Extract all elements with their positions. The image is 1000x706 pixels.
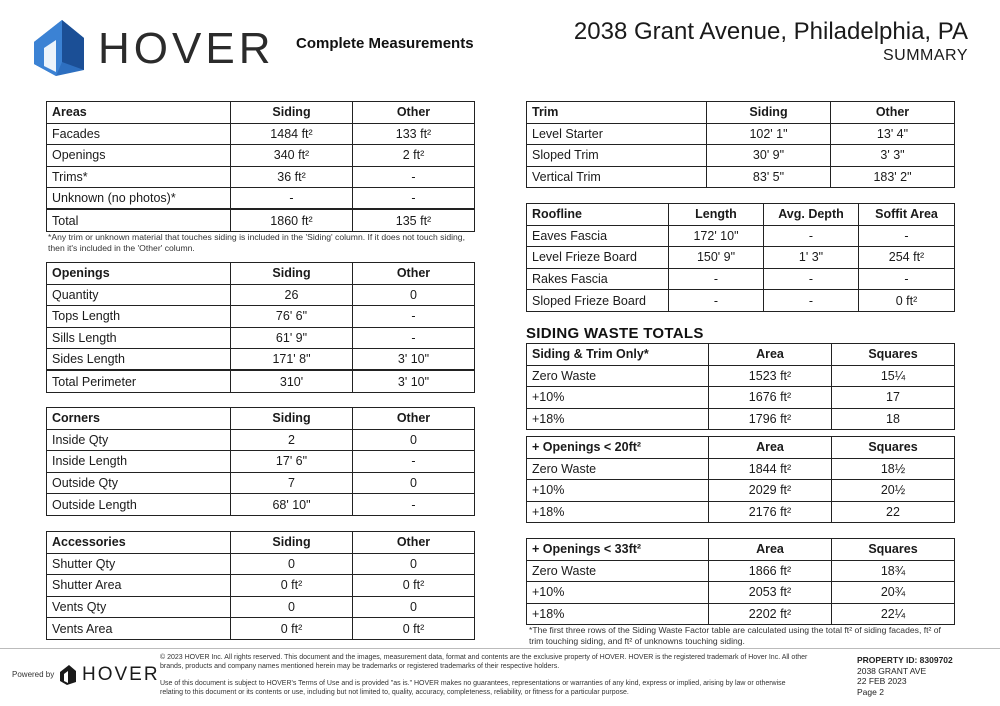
siding-waste-footnote: *The first three rows of the Siding Waste Factor table are calculated using the total ft² of siding facades, ft² of trim touching siding, and ft² of unknowns touching siding. — [529, 625, 941, 646]
table-total-row — [47, 209, 475, 231]
table-row — [47, 123, 475, 145]
column-header: Siding — [231, 102, 353, 124]
table-row — [47, 451, 475, 473]
cell-value: 3' 10" — [353, 349, 475, 371]
cell-value: 2 — [231, 429, 353, 451]
table-row — [47, 306, 475, 328]
table-row — [47, 494, 475, 516]
column-header: Length — [669, 204, 764, 226]
table-header-row — [527, 344, 955, 366]
cell-value: 1866 ft² — [709, 560, 832, 582]
column-header: Squares — [832, 344, 955, 366]
row-label: Unknown (no photos)* — [47, 188, 231, 210]
column-header: Soffit Area — [859, 204, 955, 226]
siding-trim-only-table — [526, 343, 955, 430]
cell-value: - — [353, 188, 475, 210]
table-row — [527, 387, 955, 409]
legal-terms: Use of this document is subject to HOVER's Terms of Use and is provided "as is." HOVER makes no guarantees, representations or warranties of any kind, express or implied, arising by law or otherwise relating to this document or its contents or use, including but not limited to, quality, accuracy, completeness, reliability, or fitness for a particular purpose. — [160, 680, 786, 696]
column-header: Siding — [231, 532, 353, 554]
table-row — [527, 166, 955, 188]
cell-value: - — [353, 306, 475, 328]
column-header: Roofline — [527, 204, 669, 226]
cell-value: 150' 9" — [669, 247, 764, 269]
cell-value: 0 — [353, 553, 475, 575]
table-row — [527, 582, 955, 604]
cell-value: 2176 ft² — [709, 501, 832, 523]
column-header: + Openings < 33ft² — [527, 539, 709, 561]
table-row — [527, 365, 955, 387]
header — [0, 0, 1000, 90]
row-label: +18% — [527, 501, 709, 523]
cell-value: 172' 10" — [669, 225, 764, 247]
page-subtitle: Complete Measurements — [296, 35, 474, 52]
row-label: Zero Waste — [527, 560, 709, 582]
table-header-row — [47, 263, 475, 285]
table-header-row — [527, 437, 955, 459]
property-date: 22 FEB 2023 — [857, 676, 907, 686]
cell-value: 2053 ft² — [709, 582, 832, 604]
row-label: Outside Length — [47, 494, 231, 516]
column-header: Accessories — [47, 532, 231, 554]
row-label: Total Perimeter — [47, 370, 231, 392]
trim-table — [526, 101, 955, 188]
table-header-row — [47, 532, 475, 554]
cell-value: 17' 6" — [231, 451, 353, 473]
footer-brand-name: HOVER — [82, 664, 160, 685]
row-label: Shutter Area — [47, 575, 231, 597]
row-label: Openings — [47, 145, 231, 167]
cell-value: 0 — [231, 596, 353, 618]
hover-house-logo-icon — [28, 14, 88, 76]
cell-value: 17 — [832, 387, 955, 409]
areas-table — [46, 101, 475, 232]
cell-value: - — [764, 225, 859, 247]
openings-under-33-table — [526, 538, 955, 625]
column-header: Siding — [231, 408, 353, 430]
row-label: Sloped Trim — [527, 145, 707, 167]
cell-value: 7 — [231, 472, 353, 494]
table-row — [527, 458, 955, 480]
table-row — [47, 472, 475, 494]
cell-value: 20½ — [832, 480, 955, 502]
column-header: Other — [353, 263, 475, 285]
cell-value: 1523 ft² — [709, 365, 832, 387]
cell-value: 1860 ft² — [231, 209, 353, 231]
cell-value: 2029 ft² — [709, 480, 832, 502]
table-row — [47, 145, 475, 167]
row-label: Sloped Frieze Board — [527, 290, 669, 312]
table-row — [47, 166, 475, 188]
row-label: +10% — [527, 387, 709, 409]
cell-value: 2 ft² — [353, 145, 475, 167]
cell-value: - — [669, 268, 764, 290]
cell-value: - — [764, 290, 859, 312]
cell-value: 20¾ — [832, 582, 955, 604]
row-label: Inside Qty — [47, 429, 231, 451]
footer-divider — [0, 648, 1000, 649]
column-header: Other — [353, 408, 475, 430]
row-label: Inside Length — [47, 451, 231, 473]
table-row — [47, 596, 475, 618]
cell-value: - — [669, 290, 764, 312]
cell-value: 22 — [832, 501, 955, 523]
legal-copyright: © 2023 HOVER Inc. All rights reserved. This document and the images, measurement data, format and contents are the exclusive property of HOVER. HOVER is the registered trademark of Hover Inc. All other brands, products and company names mentioned herein may be trademarks or registered trademarks of their respective holders. — [160, 654, 808, 670]
row-label: Level Starter — [527, 123, 707, 145]
cell-value: - — [859, 268, 955, 290]
table-row — [47, 188, 475, 210]
column-header: Siding — [231, 263, 353, 285]
column-header: + Openings < 20ft² — [527, 437, 709, 459]
siding-waste-title: SIDING WASTE TOTALS — [526, 325, 704, 342]
table-row — [527, 501, 955, 523]
page-number: Page 2 — [857, 686, 884, 697]
table-row — [527, 290, 955, 312]
cell-value: - — [353, 451, 475, 473]
table-row — [527, 247, 955, 269]
table-header-row — [527, 102, 955, 124]
table-row — [527, 268, 955, 290]
table-row — [47, 349, 475, 371]
table-row — [527, 123, 955, 145]
column-header: Corners — [47, 408, 231, 430]
cell-value: 0 ft² — [859, 290, 955, 312]
cell-value: 76' 6" — [231, 306, 353, 328]
cell-value: 26 — [231, 284, 353, 306]
column-header: Areas — [47, 102, 231, 124]
cell-value: 0 — [353, 284, 475, 306]
cell-value: 2202 ft² — [709, 603, 832, 625]
cell-value: 0 ft² — [231, 575, 353, 597]
property-address: 2038 Grant Avenue, Philadelphia, PA — [573, 18, 968, 45]
openings-under-20-table — [526, 436, 955, 523]
table-row — [47, 575, 475, 597]
cell-value: 1796 ft² — [709, 408, 832, 430]
cell-value: 102' 1" — [707, 123, 831, 145]
cell-value: - — [353, 327, 475, 349]
column-header: Siding — [707, 102, 831, 124]
column-header: Area — [709, 437, 832, 459]
cell-value: 310' — [231, 370, 353, 392]
cell-value: - — [353, 166, 475, 188]
cell-value: 0 ft² — [353, 618, 475, 640]
cell-value: 1844 ft² — [709, 458, 832, 480]
table-row — [47, 327, 475, 349]
row-label: Total — [47, 209, 231, 231]
table-row — [527, 225, 955, 247]
row-label: Tops Length — [47, 306, 231, 328]
row-label: Quantity — [47, 284, 231, 306]
table-row — [527, 480, 955, 502]
cell-value: - — [859, 225, 955, 247]
cell-value: 133 ft² — [353, 123, 475, 145]
hover-footer-logo-icon — [58, 663, 78, 685]
cell-value: 22¼ — [832, 603, 955, 625]
cell-value: 83' 5" — [707, 166, 831, 188]
property-info — [857, 655, 953, 697]
cell-value: 183' 2" — [831, 166, 955, 188]
row-label: Rakes Fascia — [527, 268, 669, 290]
row-label: Eaves Fascia — [527, 225, 669, 247]
cell-value: 15¼ — [832, 365, 955, 387]
table-header-row — [47, 102, 475, 124]
cell-value: 171' 8" — [231, 349, 353, 371]
column-header: Openings — [47, 263, 231, 285]
roofline-table — [526, 203, 955, 312]
table-total-row — [47, 370, 475, 392]
cell-value: 340 ft² — [231, 145, 353, 167]
table-row — [527, 145, 955, 167]
cell-value: 0 — [353, 429, 475, 451]
table-row — [47, 618, 475, 640]
row-label: Vents Area — [47, 618, 231, 640]
column-header: Area — [709, 344, 832, 366]
cell-value: 68' 10" — [231, 494, 353, 516]
property-id: PROPERTY ID: 8309702 — [857, 655, 953, 665]
row-label: Sills Length — [47, 327, 231, 349]
cell-value: 3' 10" — [353, 370, 475, 392]
cell-value: 36 ft² — [231, 166, 353, 188]
brand-name: HOVER — [98, 24, 275, 73]
row-label: Level Frieze Board — [527, 247, 669, 269]
column-header: Siding & Trim Only* — [527, 344, 709, 366]
cell-value: 0 — [353, 472, 475, 494]
table-row — [527, 408, 955, 430]
table-row — [527, 603, 955, 625]
row-label: Vents Qty — [47, 596, 231, 618]
row-label: Outside Qty — [47, 472, 231, 494]
table-header-row — [527, 539, 955, 561]
row-label: Vertical Trim — [527, 166, 707, 188]
column-header: Other — [353, 532, 475, 554]
table-header-row — [527, 204, 955, 226]
cell-value: 254 ft² — [859, 247, 955, 269]
cell-value: 18 — [832, 408, 955, 430]
row-label: +10% — [527, 480, 709, 502]
table-row — [47, 553, 475, 575]
cell-value: 61' 9" — [231, 327, 353, 349]
cell-value: 30' 9" — [707, 145, 831, 167]
cell-value: - — [353, 494, 475, 516]
powered-by-label: Powered by — [12, 670, 55, 679]
cell-value: 1484 ft² — [231, 123, 353, 145]
table-row — [47, 284, 475, 306]
accessories-table — [46, 531, 475, 640]
column-header: Other — [831, 102, 955, 124]
section-label: SUMMARY — [883, 47, 968, 64]
cell-value: 13' 4" — [831, 123, 955, 145]
column-header: Squares — [832, 539, 955, 561]
cell-value: 3' 3" — [831, 145, 955, 167]
row-label: +10% — [527, 582, 709, 604]
property-street: 2038 GRANT AVE — [857, 665, 927, 676]
cell-value: 1676 ft² — [709, 387, 832, 409]
cell-value: 0 ft² — [231, 618, 353, 640]
cell-value: 0 — [231, 553, 353, 575]
row-label: +18% — [527, 603, 709, 625]
areas-footnote: *Any trim or unknown material that touches siding is included in the 'Siding' column. If it does not touch siding, then it's included in the 'Other' column. — [48, 232, 465, 253]
cell-value: - — [764, 268, 859, 290]
column-header: Avg. Depth — [764, 204, 859, 226]
cell-value: 135 ft² — [353, 209, 475, 231]
column-header: Trim — [527, 102, 707, 124]
corners-table — [46, 407, 475, 516]
row-label: Sides Length — [47, 349, 231, 371]
cell-value: 1' 3" — [764, 247, 859, 269]
column-header: Squares — [832, 437, 955, 459]
row-label: Zero Waste — [527, 458, 709, 480]
column-header: Area — [709, 539, 832, 561]
column-header: Other — [353, 102, 475, 124]
row-label: +18% — [527, 408, 709, 430]
openings-table — [46, 262, 475, 393]
table-row — [527, 560, 955, 582]
table-header-row — [47, 408, 475, 430]
cell-value: 0 — [353, 596, 475, 618]
cell-value: - — [231, 188, 353, 210]
cell-value: 18¾ — [832, 560, 955, 582]
cell-value: 0 ft² — [353, 575, 475, 597]
row-label: Zero Waste — [527, 365, 709, 387]
row-label: Trims* — [47, 166, 231, 188]
row-label: Facades — [47, 123, 231, 145]
table-row — [47, 429, 475, 451]
cell-value: 18½ — [832, 458, 955, 480]
row-label: Shutter Qty — [47, 553, 231, 575]
